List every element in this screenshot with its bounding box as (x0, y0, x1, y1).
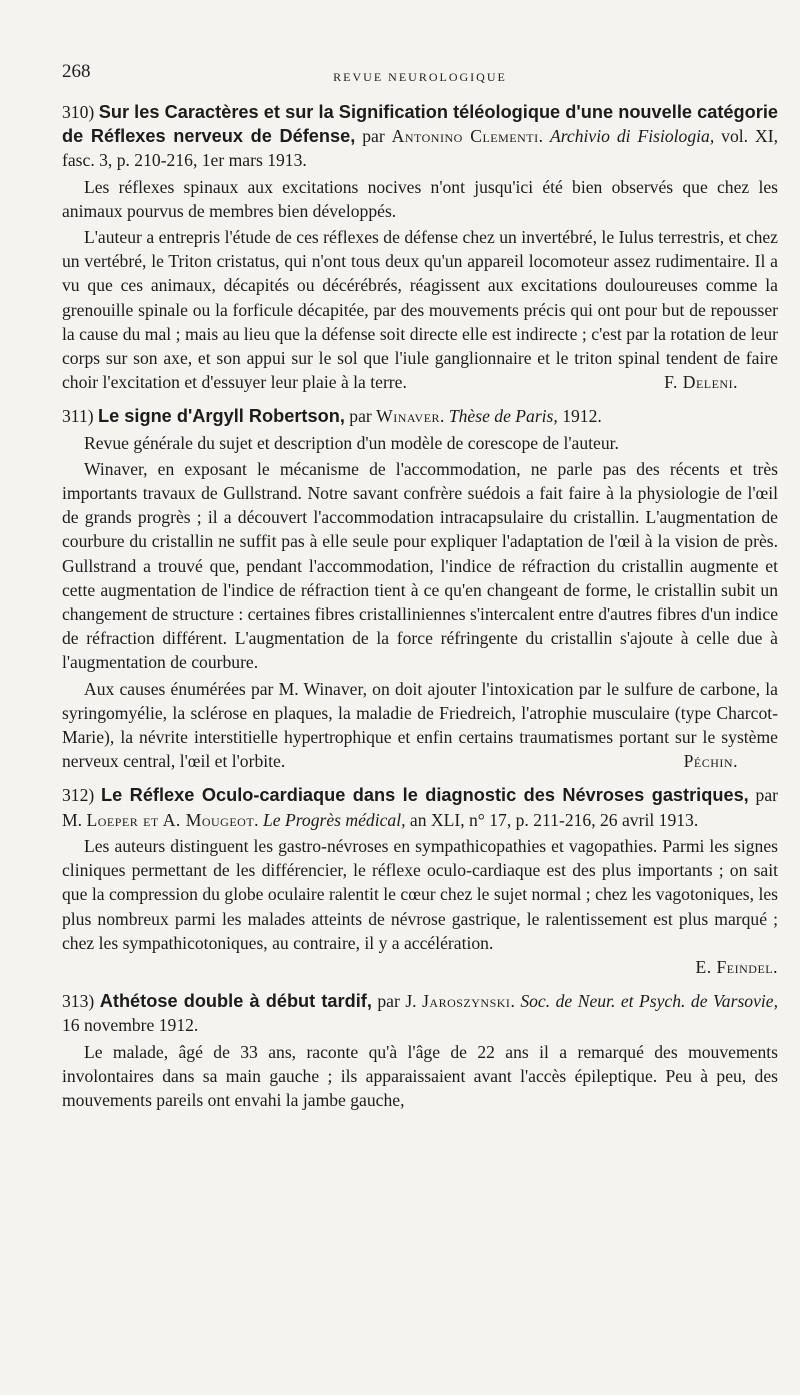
entry-journal: Le Progrès médical, (262, 809, 406, 830)
entry-author: Antonino Clementi (391, 126, 539, 147)
entry-author: Jaroszynski (422, 991, 511, 1012)
entry-heading (62, 989, 778, 1037)
abstract-entry-312 (62, 783, 778, 979)
abstract-entry-313 (62, 989, 778, 1112)
paragraph: Winaver, en exposant le mécanisme de l'accommodation, ne parle pas des récents et très importants travaux de Gullstrand. Notre savant confrère suédois a fait faire à la physiologie de l'œil de grands progrès ; il a découvert l'accommodation intracapsulaire du cristallin. L'augmentation de courbure du cristallin ne suffit pas à elle seule pour expliquer l'adaptation de l'œil à la vision de près. Gullstrand a trouvé que, pendant l'accommodation, l'indice de réfraction du cristallin augmente et cette augmentation de l'indice de réfraction tient à ce qu'en changeant de forme, le cristallin subit un changement de structure : certaines fibres cristalliniennes s'intercalent entre d'autres fibres d'un indice de réfraction différent. L'augmentation de la force réfringente du cristallin s'ajoute à celle due à l'augmentation de courbure. (62, 458, 778, 673)
paragraph-text: L'auteur a entrepris l'étude de ces réflexes de défense chez un invertébré, le Iulus terrestris, et chez un vertébré, le Triton cristatus, qui n'ont tous deux qu'un appareil locomoteur assez rudimentaire. Il a vu que ces animaux, décapités ou décérébrés, réagissent aux excitations douloureuses comme la grenouille spinale ou la forficule décapitée, par des mouvements précis qui ont pour but de repousser la cause du mal ; mais au lieu que la défense soit directe elle est indirecte ; c'est par la rotation de leur corps sur son axe, et son appui sur le sol que l'iule ganglionnaire et le triton spinal tendent de faire choir l'excitation et d'essuyer leur plaie à la terre. (62, 227, 778, 393)
entry-signature: Péchin. (683, 751, 738, 772)
entry-heading (62, 783, 778, 831)
running-title: REVUE NEUROLOGIQUE (333, 70, 507, 84)
citation-separator: . (440, 406, 449, 427)
entry-details: vol. XI, fasc. 3, p. 210-216, 1er mars 1913. (62, 126, 778, 171)
citation-prefix: par J. (371, 991, 423, 1012)
citation-separator: . (254, 809, 263, 830)
entry-number: 313) (62, 991, 95, 1012)
entry-title: Le signe d'Argyll Robertson, (98, 406, 345, 427)
paragraph: Revue générale du sujet et description d'un modèle de corescope de l'auteur. (84, 432, 619, 453)
document-page (62, 60, 778, 1112)
citation-prefix: par M. (62, 785, 778, 830)
entry-author: Loeper et A. Mougeot (86, 809, 255, 830)
entry-details: an XLI, n° 17, p. 211-216, 26 avril 1913. (405, 809, 699, 830)
entry-details: 1912. (557, 406, 602, 427)
entry-author: Winaver (376, 406, 441, 427)
entry-number: 311) (62, 406, 94, 427)
abstract-entry-310 (62, 100, 778, 394)
citation-separator: . (538, 126, 550, 147)
page-number: 268 (62, 61, 91, 82)
entry-journal: Archivio di Fisiologia, (549, 126, 715, 147)
entry-details: 16 novembre 1912. (62, 1015, 199, 1036)
abstract-entry-311 (62, 404, 778, 773)
entry-signature: E. Feindel. (695, 956, 778, 977)
paragraph: Le malade, âgé de 33 ans, raconte qu'à l'âge de 22 ans il a remarqué des mouvements involontaires dans sa main gauche ; ils apparaissaient avant l'accès épileptique. Peu à peu, des mouvements pareils ont envahi la jambe gauche, (62, 1041, 778, 1110)
entry-title: Athétose double à début tardif, (99, 991, 372, 1012)
page-header (62, 60, 778, 90)
entry-heading (62, 100, 778, 173)
entry-journal: Soc. de Neur. et Psych. de Varsovie, (520, 991, 779, 1012)
entry-title: Le Réflexe Oculo-cardiaque dans le diagnostic des Névroses gastriques, (101, 785, 749, 806)
entry-heading (62, 404, 778, 428)
paragraph: Les auteurs distinguent les gastro-névroses en sympathicopathies et vagopathies. Parmi les signes cliniques permettant de les différencier, le réflexe oculo-cardiaque est des plus importants ; on sait que la compression du globe oculaire ralentit le cœur chez le sujet normal ; chez les vagotoniques, les plus nombreux parmi les malades atteints de névrose gastrique, le ralentissement est plus marqué ; chez les sympathicotoniques, au contraire, il y a accélération. (62, 835, 778, 953)
entry-number: 312) (62, 785, 95, 806)
paragraph-text: Aux causes énumérées par M. Winaver, on doit ajouter l'intoxication par le sulfure de carbone, la syringomyélie, la sclérose en plaques, la maladie de Friedreich, l'atrophie musculaire (type Charcot-Marie), la névrite interstitielle hypertrophique et enfin certains traumatismes portant sur le système nerveux central, l'œil et l'orbite. (62, 678, 778, 772)
citation-separator: . (510, 991, 521, 1012)
entry-number: 310) (62, 102, 95, 122)
paragraph: Les réflexes spinaux aux excitations nocives n'ont jusqu'ici été bien observés que chez les animaux pourvus de membres bien développés. (62, 176, 778, 221)
citation-prefix: par (355, 126, 392, 147)
citation-prefix: par (344, 406, 377, 427)
entry-title: Sur les Caractères et sur la Signification téléologique d'une nouvelle catégorie de Réflexes nerveux de Défense, (62, 102, 778, 147)
paragraph (62, 677, 778, 774)
entry-signature: F. Deleni. (664, 372, 738, 393)
paragraph (62, 225, 778, 394)
entry-journal: Thèse de Paris, (448, 406, 558, 427)
